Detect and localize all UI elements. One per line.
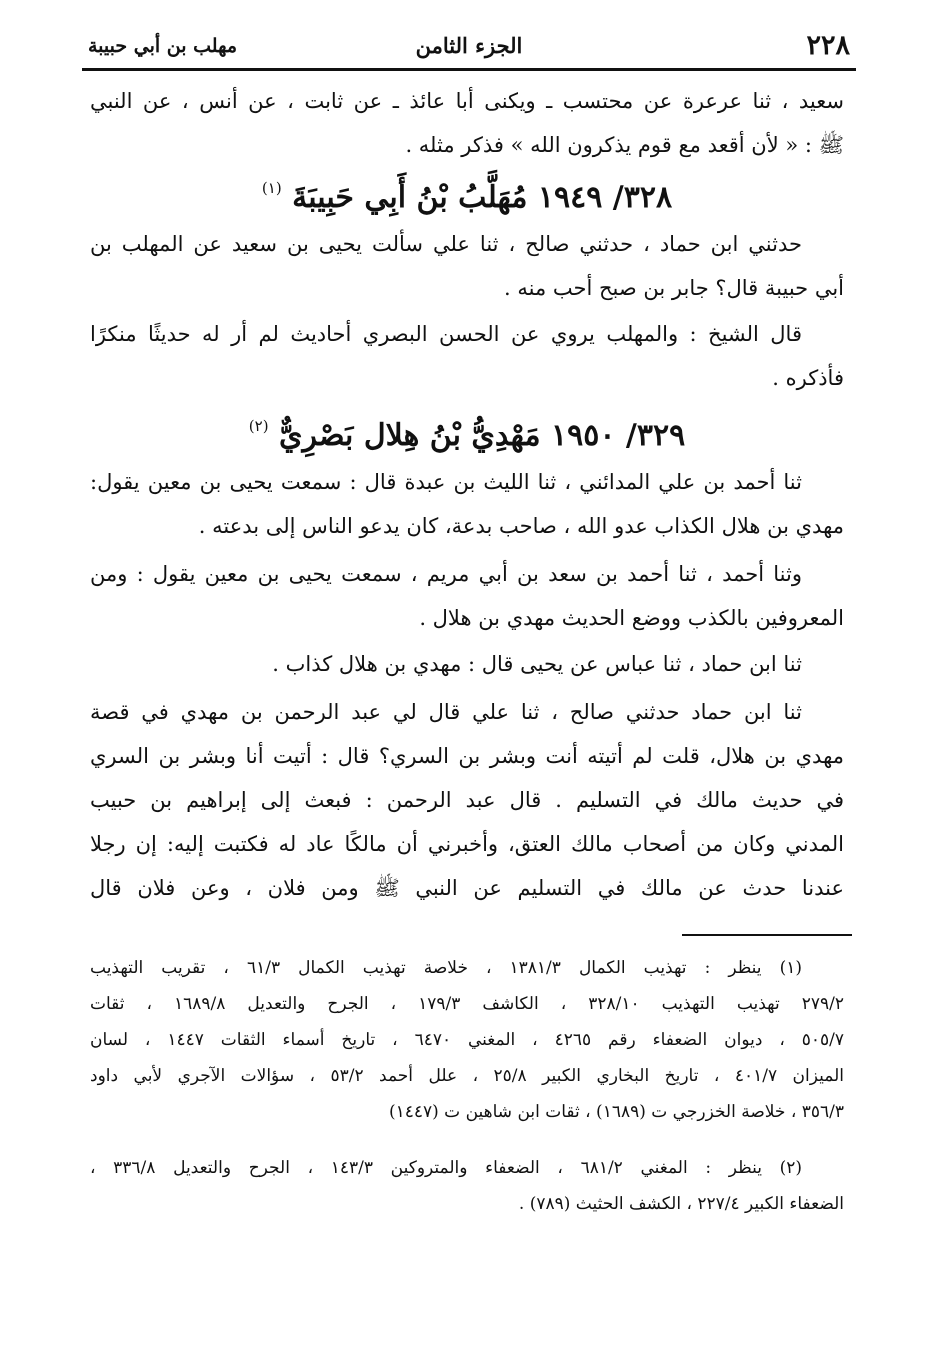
text-line: فأذكره . — [772, 366, 844, 390]
footnote-rule — [682, 934, 852, 936]
entry-heading-text: ٣٢٨/ ١٩٤٩ مُهَلَّبُ بْنُ أَبِي حَبِيبَةَ — [292, 180, 673, 215]
text-line: المدني وكان من أصحاب مالك العتق، وأخبرني أن مالكًا عاد له فكتبت إليه: إن رجلا — [90, 832, 844, 856]
footnote-line: الضعفاء الكبير ٢٢٧/٤ ، الكشف الحثيث (٧٨٩) . — [518, 1194, 844, 1214]
footnote-line: ٥٠٥/٧ ، ديوان الضعفاء رقم ٤٢٦٥ ، المغني ٦٤٧٠ ، تاريخ أسماء الثقات ١٤٤٧ ، لسان — [90, 1030, 844, 1050]
text-line: سعيد ، ثنا عرعرة عن محتسب ـ ويكنى أبا عائذ ـ عن ثابت ، عن أنس ، عن النبي — [90, 89, 844, 113]
text-line: قال الشيخ : والمهلب يروي عن الحسن البصري أحاديث لم أر له حديثًا منكرًا — [90, 322, 802, 346]
text-line: أبي حبيبة قال؟ جابر بن صبح أحب منه . — [504, 276, 844, 300]
running-header — [88, 28, 850, 64]
entry-heading-1949 — [90, 160, 844, 216]
footnote-ref: (١) — [261, 179, 282, 197]
text-line: حدثني ابن حماد ، حدثني صالح ، ثنا علي سألت يحيى بن سعيد عن المهلب بن — [90, 232, 802, 256]
footnote-line: (٢) ينظر : المغني ٦٨١/٢ ، الضعفاء والمتروكين ١٤٣/٣ ، الجرح والتعديل ٣٣٦/٨ ، — [90, 1158, 803, 1178]
footnote-ref: (٢) — [248, 417, 269, 435]
entry-heading-text: ٣٢٩/ ١٩٥٠ مَهْدِيُّ بْنُ هِلال بَصْرِيٌّ — [279, 418, 686, 453]
text-line: في حديث مالك في التسليم . قال عبد الرحمن : فبعث إلى إبراهيم بن حبيب — [90, 788, 844, 812]
footnote-line: ٣٥٦/٣ ، خلاصة الخزرجي ت (١٦٨٩) ، ثقات ابن شاهين ت (١٤٤٧) — [388, 1102, 844, 1122]
entry-heading-1950 — [90, 398, 844, 454]
text-line: عندنا حدث عن مالك في التسليم عن النبي ﷺ ومن فلان ، وعن فلان قال — [90, 876, 844, 900]
part-title: الجزء الثامن — [415, 33, 523, 58]
text-line: مهدي بن هلال، قلت لم أتيته أنت وبشر بن السري؟ قال : أتيت أنا وبشر بن السري — [90, 744, 844, 768]
footnote-line: ٢٧٩/٢ تهذيب التهذيب ٣٢٨/١٠ ، الكاشف ١٧٩/٣ ، الجرح والتعديل ١٦٨٩/٨ ، ثقات — [90, 994, 844, 1014]
header-rule — [82, 68, 856, 71]
text-line: ﷺ : « لأن أقعد مع قوم يذكرون الله » فذكر مثله . — [405, 133, 844, 157]
text-line: وثنا أحمد ، ثنا أحمد بن سعد بن أبي مريم ، سمعت يحيى بن معين يقول : ومن — [90, 562, 802, 586]
text-line: مهدي بن هلال الكذاب عدو الله ، صاحب بدعة، كان يدعو الناس إلى بدعته . — [198, 514, 844, 538]
text-line: المعروفين بالكذب ووضع الحديث مهدي بن هلال . — [419, 606, 844, 630]
footnote-line: الميزان ٤٠١/٧ ، تاريخ البخاري الكبير ٢٥/٨ ، علل أحمد ٥٣/٢ ، سؤالات الآجري لأبي داود — [90, 1066, 844, 1086]
footnote-line: (١) ينظر : تهذيب الكمال ١٣٨١/٣ ، خلاصة تهذيب الكمال ٦١/٣ ، تقريب التهذيب — [90, 958, 802, 978]
text-line: ثنا ابن حماد حدثني صالح ، ثنا علي قال لي عبد الرحمن بن مهدي في قصة — [90, 700, 802, 724]
header-entry-name: مهلب بن أبي حبيبة — [88, 35, 238, 57]
text-line: ثنا ابن حماد ، ثنا عباس عن يحيى قال : مهدي بن هلال كذاب . — [272, 652, 802, 676]
page-number: ٢٢٨ — [806, 30, 850, 61]
text-line: ثنا أحمد بن علي المدائني ، ثنا الليث بن عبدة قال : سمعت يحيى بن معين يقول: — [90, 470, 802, 494]
